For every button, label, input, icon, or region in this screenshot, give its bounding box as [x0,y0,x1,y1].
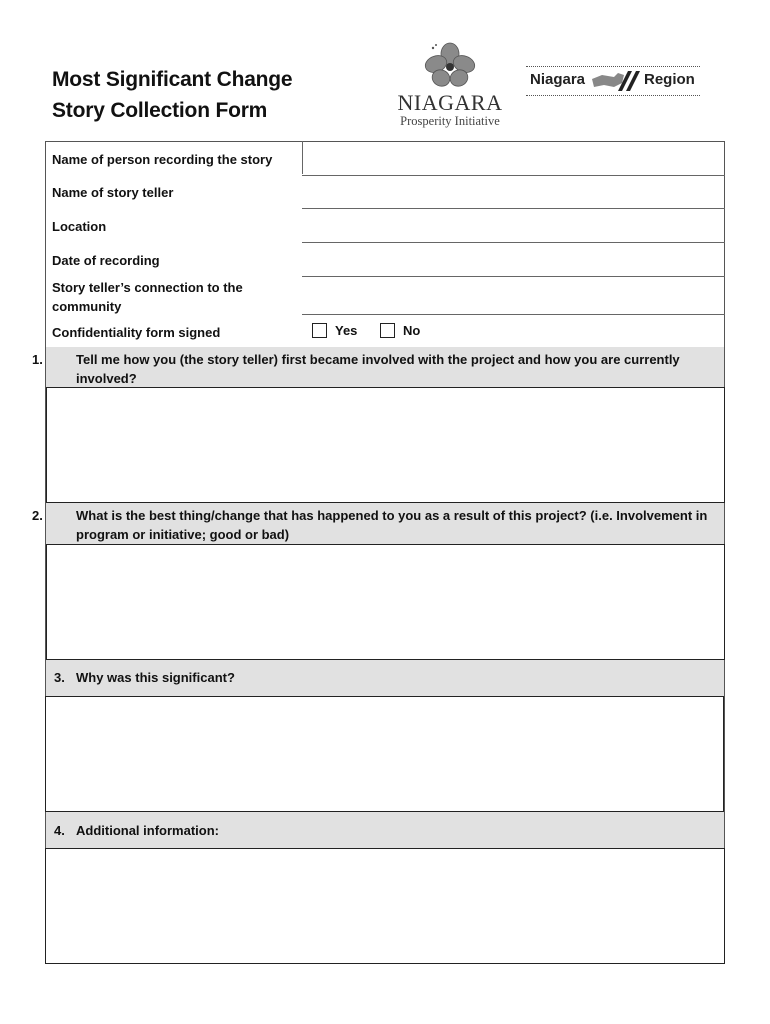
no-label: No [403,323,421,338]
region-logo-left-word: Niagara [530,71,586,88]
question-1-band [32,347,724,387]
question-2-answer-box[interactable] [46,544,725,660]
question-3-band [46,660,724,696]
story-teller-name-input[interactable] [302,208,725,209]
field-label-location: Location [52,219,107,234]
logo-rule-top [526,66,700,67]
form-title-line-2: Story Collection Form [52,99,268,122]
logo-rule-bottom [526,95,700,96]
hibiscus-flower-icon [420,42,480,90]
recorder-name-input[interactable] [302,175,725,176]
field-label-date: Date of recording [52,253,160,268]
confidentiality-yes-option[interactable] [312,323,357,338]
field-label-connection [52,278,243,316]
question-1-number: 1. [32,352,43,367]
niagara-prosperity-initiative-logo [390,42,510,132]
confidentiality-no-option[interactable] [380,323,420,338]
question-3-number: 3. [54,670,65,685]
region-logo-right-word: Region [644,71,695,88]
field-label-story-teller: Name of story teller [52,185,174,200]
question-3-answer-box[interactable] [45,696,724,812]
question-2-number: 2. [32,508,43,523]
npi-logo-name: NIAGARA [397,90,503,115]
field-label-recorder: Name of person recording the story [52,152,273,167]
location-input[interactable] [302,242,725,243]
question-4-band [46,812,724,848]
question-4-number: 4. [54,823,65,838]
question-4-answer-box[interactable] [45,848,725,964]
question-1-answer-box[interactable] [46,387,725,503]
yes-label: Yes [335,323,358,338]
question-1-text: Tell me how you (the story teller) first became involved with the project and how you are currently involved? [76,352,680,386]
niagara-region-logo [526,66,700,96]
date-input[interactable] [302,276,725,277]
question-4-text: Additional information: [76,823,219,838]
connection-input[interactable] [302,314,725,315]
question-3-text: Why was this significant? [76,670,235,685]
question-2-band [32,503,724,544]
niagara-region-mark-icon [592,69,644,93]
field-label-confidentiality: Confidentiality form signed [52,325,221,340]
question-2-text: What is the best thing/change that has happened to you as a result of this project? (i.e. Involvement in program or initiative; good or bad) [76,508,708,542]
yes-checkbox[interactable] [312,323,327,338]
npi-logo-subtitle: Prosperity Initiative [400,114,500,128]
form-title [52,64,292,126]
form-column-separator [302,141,303,174]
form-title-line-1: Most Significant Change [52,68,293,91]
no-checkbox[interactable] [380,323,395,338]
field-label-connection-line-2: community [52,299,122,314]
field-label-connection-line-1: Story teller’s connection to the [52,280,243,295]
